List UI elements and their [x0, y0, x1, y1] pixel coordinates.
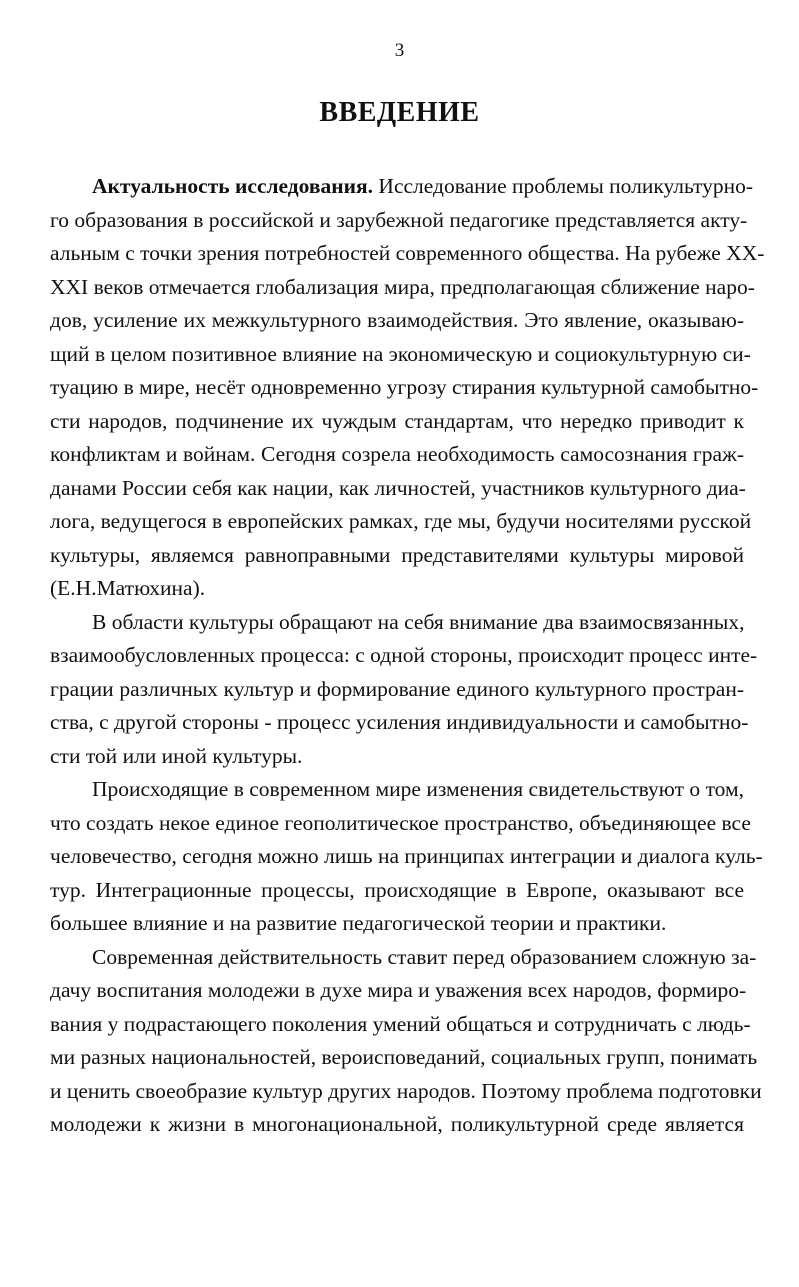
text-line: лога, ведущегося в европейских рамках, где мы, будучи носителями русской: [50, 509, 752, 533]
text-line: и ценить своеобразие культур других народов. Поэтому проблема подготовки: [50, 1078, 762, 1103]
text-line: альным с точки зрения потребностей современного общества. На рубеже XX-: [50, 241, 765, 265]
text-line: (Е.Н.Матюхина).: [50, 576, 206, 600]
text-line: грации различных культур и формирование единого культурного простран-: [50, 676, 744, 701]
text-line: культуры, являемся равноправными представителями культуры мировой: [50, 542, 744, 567]
text-line: большее влияние и на развитие педагогической теории и практики.: [50, 911, 667, 935]
text-line: Современная действительность ставит перед образованием сложную за-: [92, 944, 757, 969]
text-line: ства, с другой стороны - процесс усиления индивидуальности и самобытно-: [50, 710, 749, 734]
text-line: тур. Интеграционные процессы, происходящие в Европе, оказывают все: [50, 877, 744, 902]
text-line: В области культуры обращают на себя внимание два взаимосвязанных,: [92, 609, 745, 634]
text-line: взаимообусловленных процесса: с одной стороны, происходит процесс инте-: [50, 643, 758, 667]
text-line: ми разных национальностей, вероисповеданий, социальных групп, понимать: [50, 1045, 758, 1069]
text-line: туацию в мире, несёт одновременно угрозу стирания культурной самобытно-: [50, 375, 759, 399]
run-in-heading: Актуальность исследования.: [92, 174, 374, 198]
page-number: 3: [394, 40, 405, 61]
text-line: дачу воспитания молодежи в духе мира и уважения всех народов, формиро-: [50, 978, 747, 1002]
text-line: Происходящие в современном мире изменения свидетельствуют о том,: [92, 777, 744, 801]
text-line: щий в целом позитивное влияние на экономическую и социокультурную си-: [50, 341, 751, 366]
text-line: [92, 169, 754, 203]
text-line: что создать некое единое геополитическое пространство, объединяющее все: [50, 810, 751, 835]
section-heading: ВВЕДЕНИЕ: [319, 97, 480, 128]
text-line: конфликтам и войнам. Сегодня созрела необходимость самосознания граж-: [50, 442, 744, 466]
text-line: XXI веков отмечается глобализация мира, предполагающая сближение наро-: [50, 274, 755, 299]
text-line: данами России себя как нации, как личностей, участников культурного диа-: [50, 475, 746, 500]
text-line: го образования в российской и зарубежной педагогике представляется акту-: [50, 207, 748, 232]
text-line: сти народов, подчинение их чуждым стандартам, что нередко приводит к: [50, 408, 744, 433]
text-line: сти той или иной культуры.: [50, 743, 303, 768]
text-line: молодежи к жизни в многонациональной, поликультурной среде является: [50, 1112, 744, 1136]
text-line: вания у подрастающего поколения умений общаться и сотрудничать с людь-: [50, 1011, 751, 1036]
text-line: дов, усиление их межкультурного взаимодействия. Это явление, оказываю-: [50, 308, 744, 332]
text-span: Исследование проблемы поликультурно-: [373, 174, 754, 198]
text-line: человечество, сегодня можно лишь на принципах интеграции и диалога куль-: [50, 844, 763, 868]
